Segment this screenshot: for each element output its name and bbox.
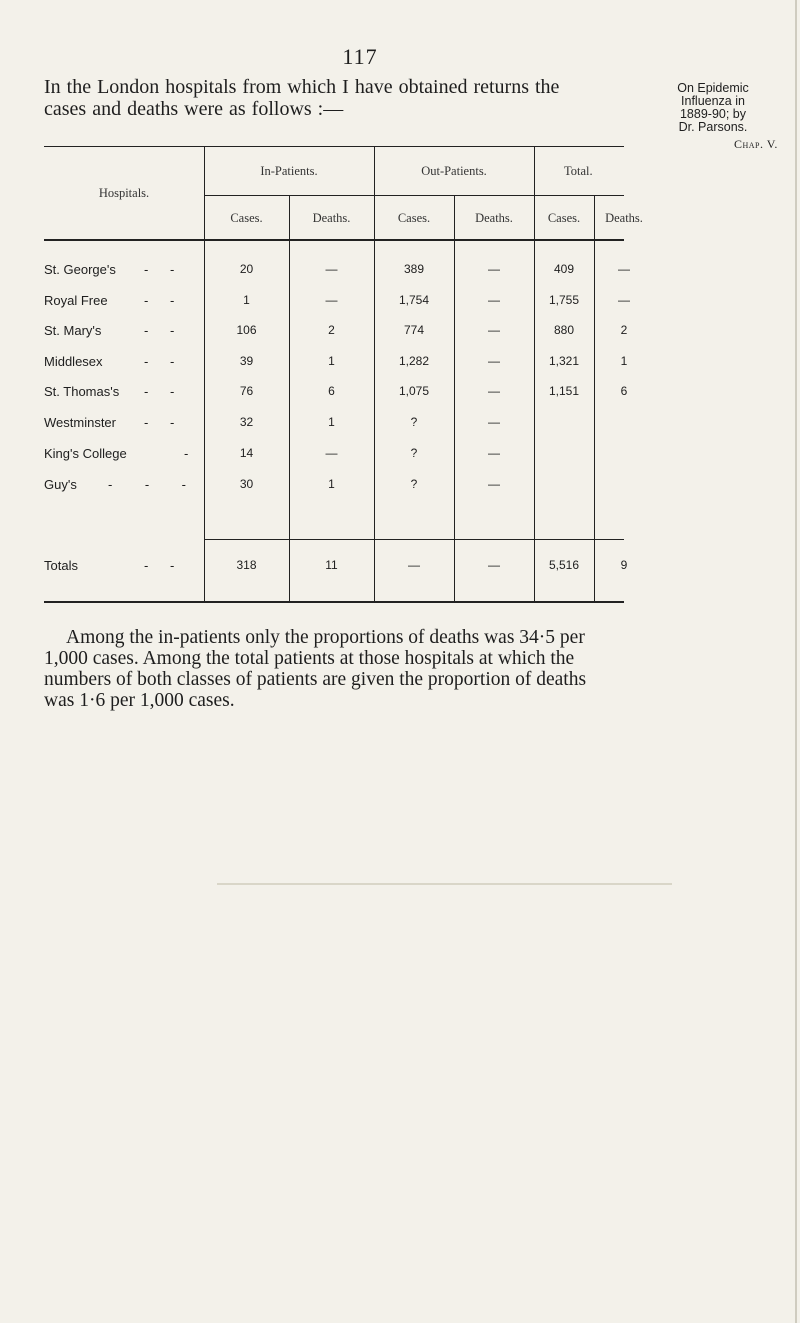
totals-in-cases: 318 — [236, 558, 257, 572]
cell-out-deaths: — — [488, 415, 500, 429]
cell-in-deaths: 1 — [328, 477, 335, 491]
header-in-deaths: Deaths. — [312, 211, 351, 225]
header-total: Total. — [564, 164, 593, 178]
intro-paragraph — [44, 76, 624, 120]
cell-out-deaths: — — [488, 323, 500, 337]
cell-out-cases: 389 — [403, 262, 425, 276]
cell-out-deaths: — — [488, 262, 500, 276]
totals-top-rule — [204, 539, 624, 540]
row-label-kings-college: King's College — [44, 446, 127, 461]
header-bottom-rule — [44, 239, 624, 241]
header-in-cases: Cases. — [230, 211, 263, 225]
cell-in-deaths: — — [325, 446, 338, 460]
cell-in-cases: 76 — [239, 384, 254, 398]
totals-total-cases: 5,516 — [548, 558, 580, 572]
header-in-patients: In-Patients. — [260, 164, 318, 178]
cell-in-cases: 14 — [239, 446, 254, 460]
chapter-label: Chap. V. — [734, 137, 778, 151]
header-sub-rule — [204, 195, 624, 196]
cell-in-cases: 30 — [239, 477, 254, 491]
row-dashes: - - — [144, 323, 175, 338]
closing-line-1: Among the in-patients only the proportions of deaths was 34·5 per — [66, 627, 585, 648]
cell-out-cases: 1,754 — [398, 293, 430, 307]
cell-out-deaths: — — [488, 354, 500, 368]
cell-out-cases: ? — [410, 415, 418, 429]
header-total-cases: Cases. — [547, 211, 581, 225]
margin-note — [632, 82, 794, 134]
cell-out-deaths: — — [488, 477, 500, 491]
header-total-deaths: Deaths. — [605, 211, 643, 225]
closing-line-4: was 1·6 per 1,000 cases. — [44, 690, 235, 711]
row-dashes: - - — [144, 384, 175, 399]
closing-line-3: numbers of both classes of patients are given the proportion of deaths — [44, 669, 587, 690]
header-out-cases: Cases. — [397, 211, 431, 225]
totals-in-deaths: 11 — [325, 558, 338, 572]
cell-in-deaths: — — [325, 293, 338, 307]
cell-in-cases: 106 — [236, 323, 257, 337]
cell-total-cases: 1,755 — [548, 293, 580, 307]
totals-out-cases: — — [408, 558, 420, 572]
margin-note-line-1: On Epidemic — [677, 81, 749, 95]
row-label-middlesex: Middlesex — [44, 354, 103, 369]
row-label-guys: Guy's — [44, 477, 77, 492]
row-label-totals: Totals — [44, 558, 78, 573]
row-label-westminster: Westminster — [44, 415, 116, 430]
show-through-line — [217, 883, 672, 885]
cell-in-deaths: 2 — [328, 323, 335, 337]
cell-total-cases: 880 — [553, 323, 575, 337]
closing-paragraph — [44, 627, 644, 711]
cell-total-deaths: 1 — [620, 354, 628, 368]
cell-total-cases: 409 — [553, 262, 575, 276]
cell-in-deaths: — — [325, 262, 338, 276]
page-edge-line — [795, 0, 797, 1323]
col-rule-6 — [594, 195, 595, 601]
cell-out-deaths: — — [488, 293, 500, 307]
cell-total-deaths: 2 — [620, 323, 628, 337]
cell-in-cases: 20 — [239, 262, 254, 276]
intro-line-2: cases and deaths were as follows :— — [44, 98, 344, 120]
hospital-returns-table — [44, 146, 643, 606]
cell-in-cases: 39 — [239, 354, 254, 368]
page-number: 117 — [342, 44, 378, 69]
header-out-deaths: Deaths. — [475, 211, 513, 225]
cell-out-deaths: — — [488, 384, 500, 398]
row-dashes: - - — [144, 293, 175, 308]
cell-in-deaths: 1 — [328, 415, 335, 429]
row-dashes: - - - — [108, 477, 186, 492]
margin-note-line-3: 1889-90; by — [679, 107, 747, 121]
cell-total-deaths: — — [618, 293, 630, 307]
cell-out-cases: 1,075 — [398, 384, 430, 398]
col-rule-4 — [454, 195, 455, 601]
row-dashes: - - — [144, 262, 175, 277]
cell-out-cases: 774 — [403, 323, 425, 337]
row-dashes: - - — [144, 558, 175, 573]
row-dashes: - - — [144, 415, 175, 430]
cell-out-cases: ? — [410, 446, 418, 460]
cell-in-deaths: 1 — [328, 354, 335, 368]
table-top-rule — [44, 146, 624, 147]
cell-out-deaths: — — [488, 446, 500, 460]
cell-total-deaths: 6 — [620, 384, 628, 398]
margin-note-line-2: Influenza in — [681, 94, 745, 108]
margin-note-line-4: Dr. Parsons. — [678, 120, 748, 134]
header-out-patients: Out-Patients. — [421, 164, 487, 178]
col-rule-2 — [289, 195, 290, 601]
totals-out-deaths: — — [488, 558, 500, 572]
table-bottom-rule — [44, 601, 624, 603]
cell-in-deaths: 6 — [328, 384, 335, 398]
row-dashes: - - — [144, 354, 175, 369]
cell-in-cases: 1 — [243, 293, 250, 307]
cell-out-cases: 1,282 — [398, 354, 430, 368]
closing-line-2: 1,000 cases. Among the total patients at those hospitals at which the — [44, 648, 575, 669]
totals-total-deaths: 9 — [620, 558, 628, 572]
cell-out-cases: ? — [410, 477, 418, 491]
intro-line-1: In the London hospitals from which I have obtained returns the — [44, 76, 560, 98]
row-label-royal-free: Royal Free — [44, 293, 108, 308]
header-hospitals: Hospitals. — [98, 186, 150, 200]
cell-total-cases: 1,151 — [548, 384, 580, 398]
cell-total-cases: 1,321 — [548, 354, 580, 368]
row-dash: - — [184, 446, 189, 461]
cell-total-deaths: — — [618, 262, 630, 276]
cell-in-cases: 32 — [239, 415, 254, 429]
row-label-st-thomas: St. Thomas's — [44, 384, 120, 399]
row-label-st-georges: St. George's — [44, 262, 116, 277]
row-label-st-marys: St. Mary's — [44, 323, 102, 338]
